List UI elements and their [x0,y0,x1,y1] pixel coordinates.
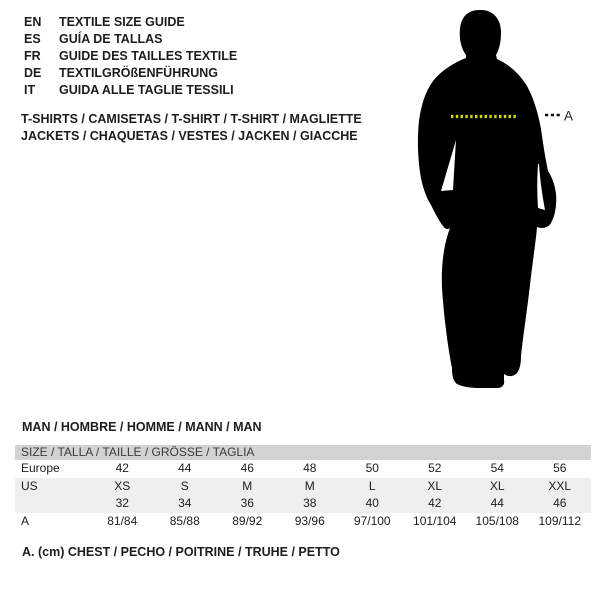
size-value: 105/108 [475,513,519,528]
row-label [15,495,91,513]
section-title-man: MAN / HOMBRE / HOMME / MANN / MAN [22,420,262,434]
language-row [24,48,237,65]
table-row [15,460,591,478]
man-silhouette [418,10,556,388]
row-label: A [21,513,30,528]
size-value: 89/92 [232,513,263,528]
size-value: 56 [553,461,567,475]
size-value: 44 [178,461,192,475]
size-value: 32 [115,496,129,510]
language-code: IT [24,83,36,97]
size-value: XXL [548,478,572,493]
product-category-lines [21,111,362,145]
language-code: ES [24,32,41,46]
language-row [24,65,237,82]
language-label: GUIDA ALLE TAGLIE TESSILI [59,83,234,97]
size-value: 46 [240,461,254,475]
size-value: L [368,478,376,493]
language-label: GUÍA DE TALLAS [59,32,163,46]
size-value: XL [427,478,443,493]
size-value: 38 [303,496,317,510]
size-value: 81/84 [107,513,138,528]
product-line-jackets: JACKETS / CHAQUETAS / VESTES / JACKEN / GIACCHE [21,129,358,143]
row-label: Europe [21,461,60,475]
man-silhouette-figure [400,0,600,400]
language-label: TEXTILE SIZE GUIDE [59,15,185,29]
size-value: 42 [428,496,442,510]
table-row [15,513,591,531]
language-row [24,82,237,99]
size-value: 54 [490,461,504,475]
size-value: 34 [178,496,192,510]
measurement-footnote: A. (cm) CHEST / PECHO / POITRINE / TRUHE / PETTO [22,545,340,559]
size-value: 40 [365,496,379,510]
language-label: GUIDE DES TAILLES TEXTILE [59,49,238,63]
row-label: US [21,478,38,493]
size-value: M [304,478,315,493]
size-value: 93/96 [294,513,325,528]
language-code: FR [24,49,41,63]
size-value: 97/100 [353,513,391,528]
size-value: 52 [428,461,442,475]
size-table-header: SIZE / TALLA / TAILLE / GRÖSSE / TAGLIA [15,445,591,460]
table-row [15,495,591,513]
product-line-tshirts: T-SHIRTS / CAMISETAS / T-SHIRT / T-SHIRT / MAGLIETTE [21,112,362,126]
table-row [15,478,591,496]
size-value: XL [489,478,505,493]
size-value: 101/104 [413,513,457,528]
size-value: 36 [240,496,254,510]
chest-marker-label: A [564,108,574,124]
size-value: 85/88 [169,513,200,528]
language-code: EN [24,15,42,29]
size-value: S [180,478,189,493]
language-row [24,31,237,48]
size-value: 44 [490,496,504,510]
language-label: TEXTILGRÖßENFÜHRUNG [59,66,219,80]
size-value: 109/112 [538,513,581,528]
size-value: 48 [303,461,317,475]
size-value: XS [114,478,131,493]
language-row [24,14,237,31]
language-code: DE [24,66,42,80]
size-value: 46 [553,496,567,510]
size-value: 50 [365,461,379,475]
size-table [15,445,591,530]
size-table-body [15,460,591,530]
size-value: M [242,478,253,493]
language-list [24,14,237,99]
size-value: 42 [115,461,129,475]
